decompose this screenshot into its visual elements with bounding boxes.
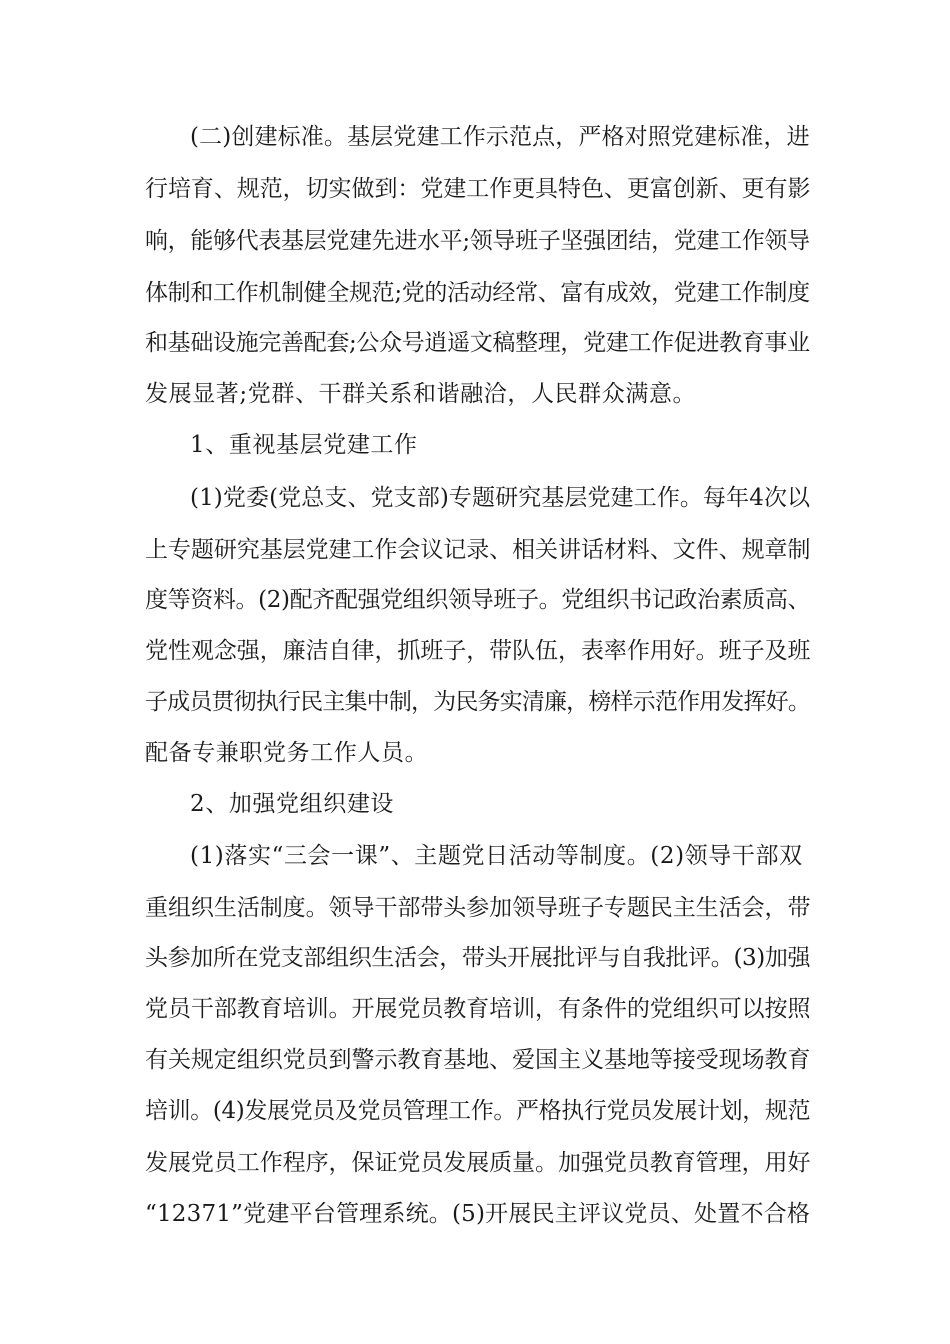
paragraph-line: 培训。(4)发展党员及党员管理工作。严格执行党员发展计划，规范 — [145, 1098, 811, 1124]
paragraph-line: 响，能够代表基层党建先进水平;领导班子坚强团结，党建工作领导 — [145, 228, 810, 254]
paragraph-line: 配备专兼职党务工作人员。 — [145, 740, 429, 766]
paragraph-line: “12371”党建平台管理系统。(5)开展民主评议党员、处置不合格 — [145, 1201, 811, 1227]
paragraph-line: 发展显著;党群、干群关系和谐融洽，人民群众满意。 — [145, 381, 697, 407]
paragraph-line: 党性观念强，廉洁自律，抓班子，带队伍，表率作用好。班子及班 — [145, 638, 811, 664]
paragraph-line: 头参加所在党支部组织生活会，带头开展批评与自我批评。(3)加强 — [145, 945, 811, 971]
paragraph-line: 党员干部教育培训。开展党员教育培训，有条件的党组织可以按照 — [145, 996, 811, 1022]
paragraph-line: 子成员贯彻执行民主集中制，为民务实清廉，榜样示范作用发挥好。 — [145, 689, 811, 715]
paragraph-line: 发展党员工作程序，保证党员发展质量。加强党员教育管理，用好 — [145, 1150, 811, 1176]
paragraph-line: (二)创建标准。基层党建工作示范点，严格对照党建标准，进 — [190, 124, 810, 150]
paragraph-line: 度等资料。(2)配齐配强党组织领导班子。党组织书记政治素质高、 — [145, 587, 811, 613]
paragraph-line: 和基础设施完善配套;公众号逍遥文稿整理，党建工作促进教育事业 — [145, 330, 810, 356]
paragraph-line: 行培育、规范，切实做到：党建工作更具特色、更富创新、更有影 — [145, 176, 811, 202]
paragraph-line: 重组织生活制度。领导干部带头参加领导班子专题民主生活会，带 — [145, 895, 811, 921]
section-heading: 1、重视基层党建工作 — [190, 432, 418, 458]
paragraph-line: 有关规定组织党员到警示教育基地、爱国主义基地等接受现场教育 — [145, 1047, 811, 1073]
paragraph-line: (1)落实“三会一课”、主题党日活动等制度。(2)领导干部双 — [190, 843, 803, 869]
paragraph-line: 体制和工作机制健全规范;党的活动经常、富有成效，党建工作制度 — [145, 280, 810, 306]
section-heading: 2、加强党组织建设 — [190, 791, 395, 817]
paragraph-line: 上专题研究基层党建工作会议记录、相关讲话材料、文件、规章制 — [145, 537, 811, 563]
paragraph-line: (1)党委(党总支、党支部)专题研究基层党建工作。每年4次以 — [190, 485, 811, 511]
